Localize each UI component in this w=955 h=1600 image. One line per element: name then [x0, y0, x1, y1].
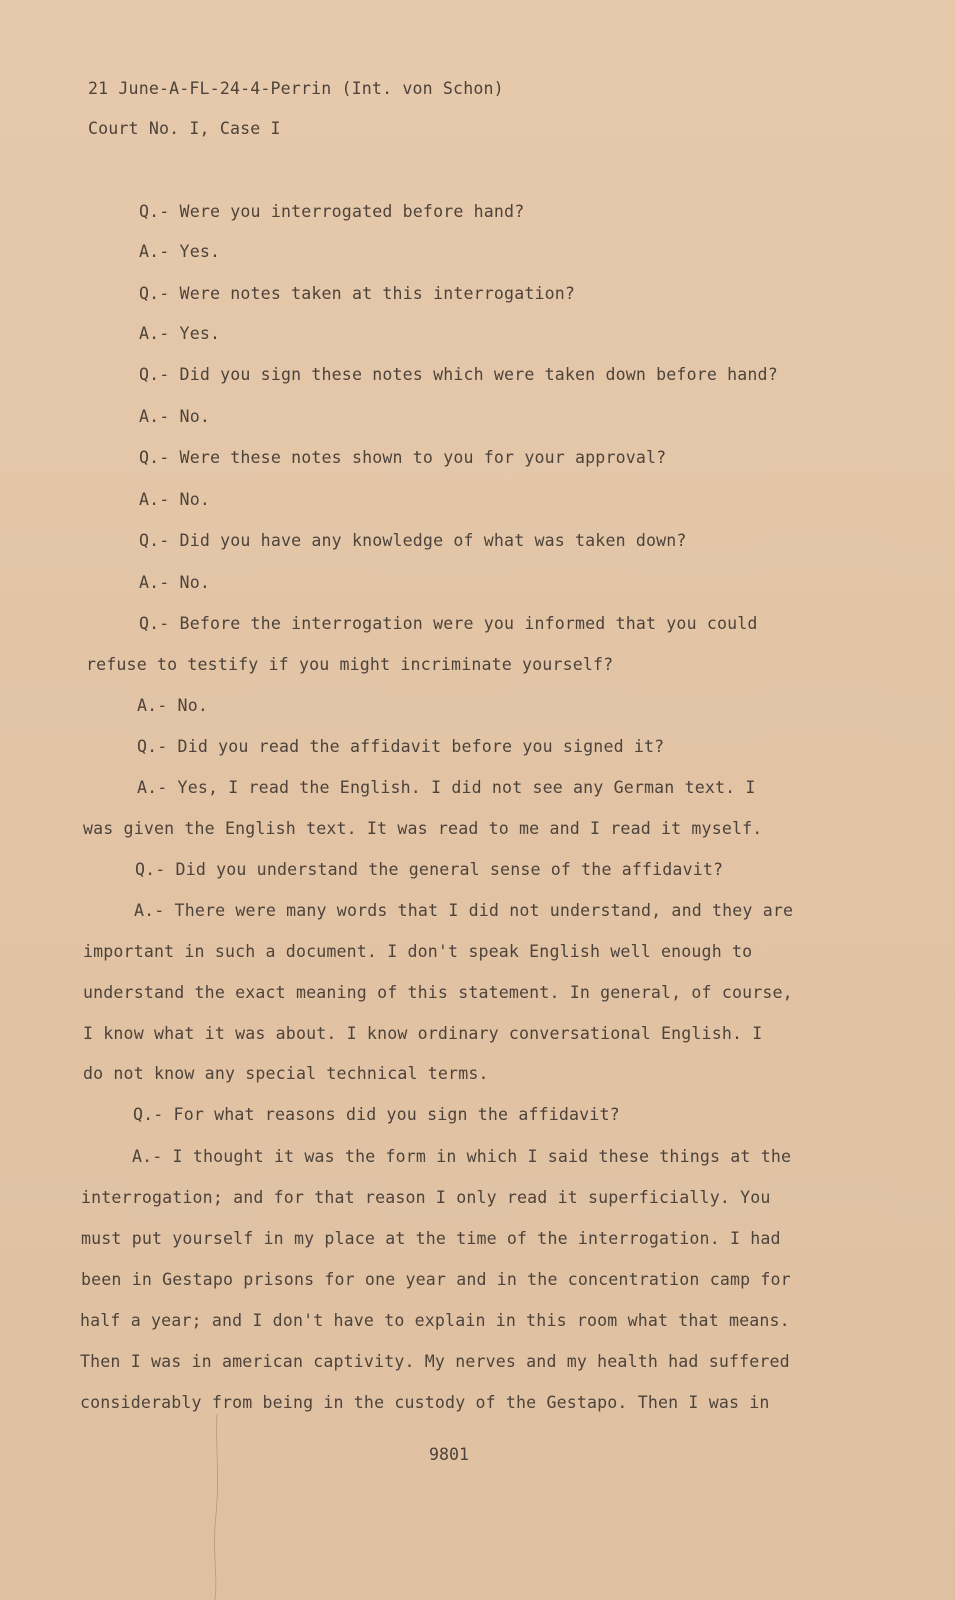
text-line: A.- No.: [137, 696, 208, 715]
header-line-1: 21 June-A-FL-24-4-Perrin (Int. von Schon): [88, 79, 504, 98]
text-line: Q.- Were notes taken at this interrogation?: [139, 284, 576, 303]
page-number: 9801: [429, 1445, 469, 1464]
header-line-2: Court No. I, Case I: [88, 119, 281, 138]
text-line: A.- There were many words that I did not understand, and they are: [134, 901, 794, 920]
text-line: important in such a document. I don't speak English well enough to: [83, 942, 753, 961]
text-line: interrogation; and for that reason I only read it superficially. You: [81, 1188, 771, 1207]
text-line: A.- I thought it was the form in which I said these things at the: [132, 1147, 792, 1166]
text-line: Q.- Did you understand the general sense of the affidavit?: [135, 860, 724, 879]
text-line: Q.- Were you interrogated before hand?: [139, 202, 525, 221]
text-line: A.- Yes, I read the English. I did not see any German text. I: [137, 778, 756, 797]
text-line: A.- No.: [139, 490, 210, 509]
text-line: half a year; and I don't have to explain in this room what that means.: [80, 1311, 790, 1330]
text-line: Q.- Did you have any knowledge of what was taken down?: [139, 531, 687, 550]
text-line: A.- No.: [139, 407, 210, 426]
text-line: I know what it was about. I know ordinary conversational English. I: [83, 1024, 763, 1043]
text-line: refuse to testify if you might incriminate yourself?: [86, 655, 614, 674]
paper-fold-crease: [212, 1414, 222, 1600]
text-line: been in Gestapo prisons for one year and in the concentration camp for: [81, 1270, 791, 1289]
text-line: Q.- For what reasons did you sign the affidavit?: [133, 1105, 620, 1124]
text-line: Q.- Before the interrogation were you informed that you could: [139, 614, 758, 633]
text-line: considerably from being in the custody of the Gestapo. Then I was in: [80, 1393, 770, 1412]
text-line: Then I was in american captivity. My nerves and my health had suffered: [80, 1352, 790, 1371]
text-line: Q.- Were these notes shown to you for your approval?: [139, 448, 667, 467]
text-line: do not know any special technical terms.: [83, 1064, 489, 1083]
text-line: understand the exact meaning of this statement. In general, of course,: [83, 983, 793, 1002]
text-line: was given the English text. It was read to me and I read it myself.: [83, 819, 763, 838]
text-line: A.- Yes.: [139, 324, 221, 343]
text-line: Q.- Did you sign these notes which were taken down before hand?: [139, 365, 778, 384]
text-line: A.- No.: [139, 573, 210, 592]
text-line: A.- Yes.: [139, 242, 221, 261]
text-line: must put yourself in my place at the time of the interrogation. I had: [81, 1229, 781, 1248]
text-line: Q.- Did you read the affidavit before you signed it?: [137, 737, 665, 756]
